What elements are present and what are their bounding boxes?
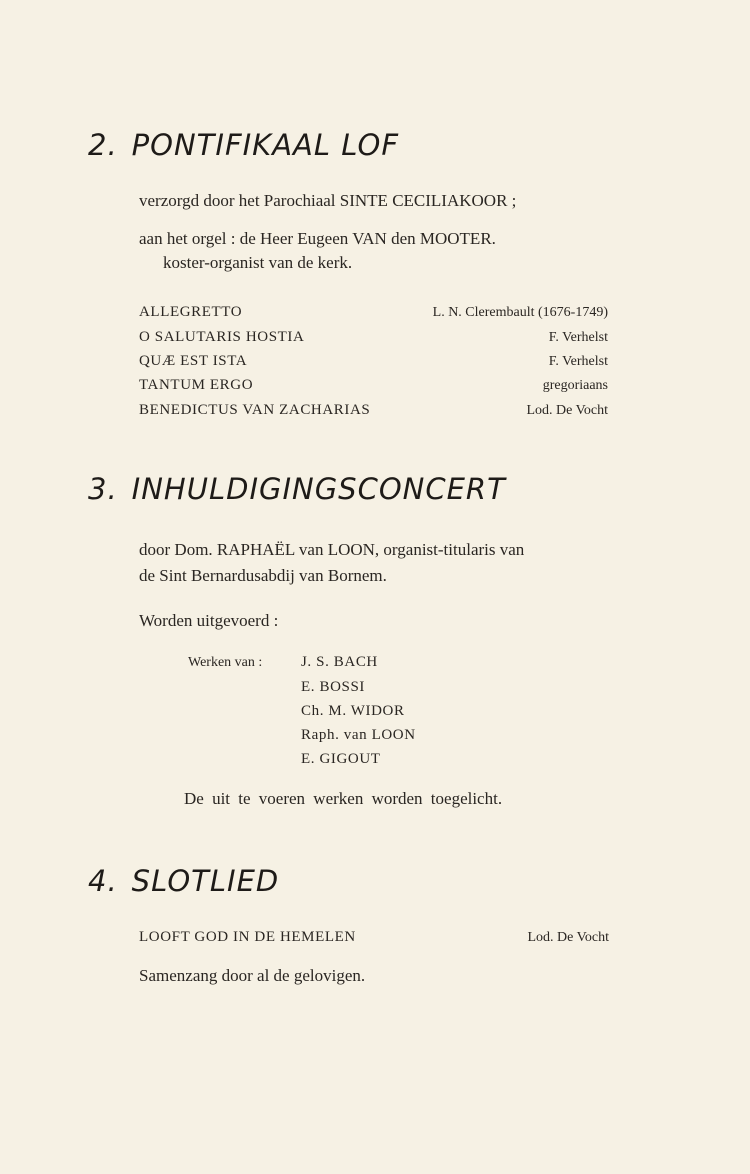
program-item-composer: L. N. Clerembault (1676-1749) — [432, 305, 608, 320]
program-item-composer: F. Verhelst — [548, 354, 608, 369]
section-2-line-1: verzorgd door het Parochiaal SINTE CECILIAKOOR ; — [139, 191, 517, 210]
section-3-line-1: door Dom. RAPHAËL van LOON, organist-titularis van — [139, 540, 525, 559]
program-item-title: ALLEGRETTO — [139, 304, 243, 320]
section-2-heading — [88, 128, 399, 162]
composer-item: E. GIGOUT — [301, 751, 381, 767]
program-item-title: TANTUM ERGO — [139, 377, 254, 393]
slotlied-note: Samenzang door al de gelovigen. — [139, 966, 366, 985]
section-2-line-3: koster-organist van de kerk. — [163, 253, 353, 272]
section-2-number: 2. — [88, 128, 118, 162]
section-3-closing: De uit te voeren werken worden toegelicht. — [184, 789, 503, 808]
section-4-title: SLOTLIED — [131, 864, 280, 898]
program-item-composer: Lod. De Vocht — [526, 403, 608, 418]
slotlied-song: LOOFT GOD IN DE HEMELEN — [139, 929, 356, 945]
program-item-title: BENEDICTUS VAN ZACHARIAS — [139, 402, 371, 418]
program-item-composer: gregoriaans — [542, 378, 608, 393]
composer-item: Ch. M. WIDOR — [301, 703, 405, 719]
section-3-number: 3. — [88, 472, 118, 506]
section-3-heading — [88, 472, 506, 506]
section-2-line-2: aan het orgel : de Heer Eugeen VAN den MOOTER. — [139, 229, 496, 248]
program-item-title: QUÆ EST ISTA — [139, 353, 248, 369]
composer-item: E. BOSSI — [301, 679, 365, 695]
section-3-line-2: de Sint Bernardusabdij van Bornem. — [139, 566, 387, 585]
composer-item: Raph. van LOON — [301, 727, 416, 743]
works-label: Werken van : — [188, 655, 263, 670]
section-4-heading — [88, 864, 279, 898]
section-3-title: INHULDIGINGSCONCERT — [131, 472, 506, 506]
section-4-number: 4. — [88, 864, 118, 898]
slotlied-composer: Lod. De Vocht — [527, 930, 609, 945]
section-2-title: PONTIFIKAAL LOF — [131, 128, 400, 162]
program-item-composer: F. Verhelst — [548, 330, 608, 345]
section-3-line-3: Worden uitgevoerd : — [139, 611, 279, 630]
composer-item: J. S. BACH — [301, 654, 378, 670]
program-item-title: O SALUTARIS HOSTIA — [139, 329, 305, 345]
